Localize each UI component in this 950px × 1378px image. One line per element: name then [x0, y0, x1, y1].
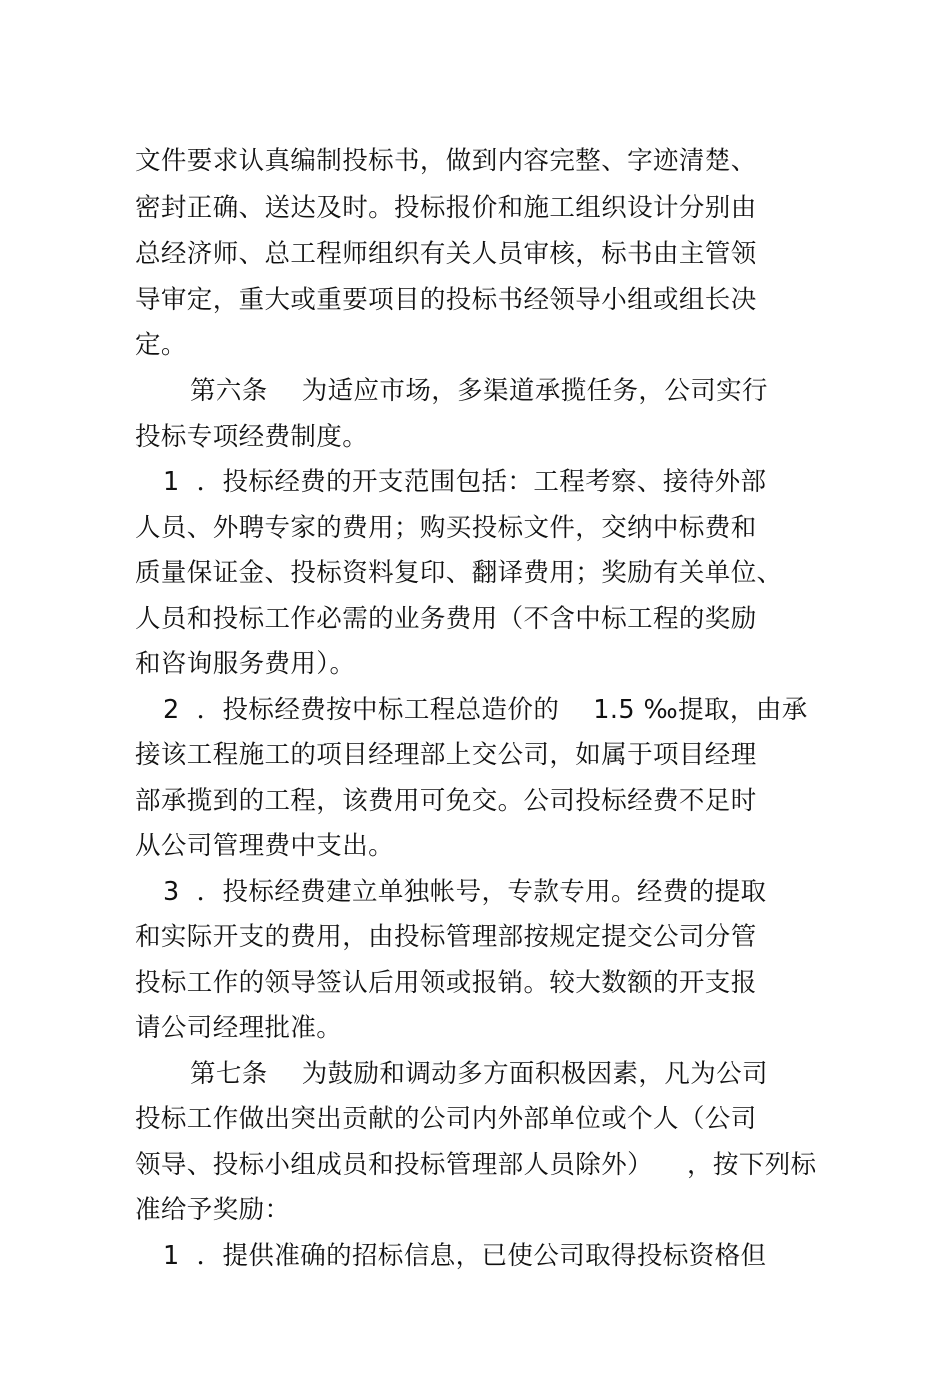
text-line: 从公司管理费中支出。 — [135, 831, 395, 861]
text-line: 和咨询服务费用）。 — [135, 649, 356, 679]
text-line: 密封正确、送达及时。投标报价和施工组织设计分别由 — [135, 193, 757, 223]
list-item-line: 1 ．提供准确的招标信息，已使公司取得投标资格但 — [163, 1241, 767, 1271]
text-line: 人员、外聘专家的费用；购买投标文件，交纳中标费和 — [135, 513, 757, 543]
list-item-line: 2 ．投标经费按中标工程总造价的 1.5 ‰提取，由承 — [163, 695, 808, 725]
text-line: 请公司经理批准。 — [135, 1013, 343, 1043]
list-item-line: 3 ．投标经费建立单独帐号，专款专用。经费的提取 — [163, 877, 767, 907]
text-line: 质量保证金、投标资料复印、翻译费用；奖励有关单位、 — [135, 558, 783, 588]
article-heading-line: 第六条 为适应市场，多渠道承揽任务，公司实行 — [190, 376, 768, 406]
text-line: 投标工作做出突出贡献的公司内外部单位或个人（公司 — [135, 1104, 757, 1134]
text-line: 定。 — [135, 330, 187, 360]
text-line: 投标工作的领导签认后用领或报销。较大数额的开支报 — [135, 968, 757, 998]
text-line: 投标专项经费制度。 — [135, 422, 369, 452]
text-line: 准给予奖励： — [135, 1195, 291, 1225]
text-line: 人员和投标工作必需的业务费用（不含中标工程的奖励 — [135, 604, 757, 634]
text-line: 文件要求认真编制投标书，做到内容完整、字迹清楚、 — [135, 146, 757, 176]
text-line: 领导、投标小组成员和投标管理部人员除外） ，按下列标 — [135, 1150, 817, 1180]
text-line: 接该工程施工的项目经理部上交公司，如属于项目经理 — [135, 740, 757, 770]
text-line: 导审定，重大或重要项目的投标书经领导小组或组长决 — [135, 285, 757, 315]
article-heading-line: 第七条 为鼓励和调动多方面积极因素，凡为公司 — [190, 1059, 768, 1089]
text-line: 和实际开支的费用，由投标管理部按规定提交公司分管 — [135, 922, 757, 952]
list-item-line: 1 ．投标经费的开支范围包括：工程考察、接待外部 — [163, 467, 767, 497]
text-line: 总经济师、总工程师组织有关人员审核，标书由主管领 — [135, 239, 757, 269]
text-line: 部承揽到的工程，该费用可免交。公司投标经费不足时 — [135, 786, 757, 816]
